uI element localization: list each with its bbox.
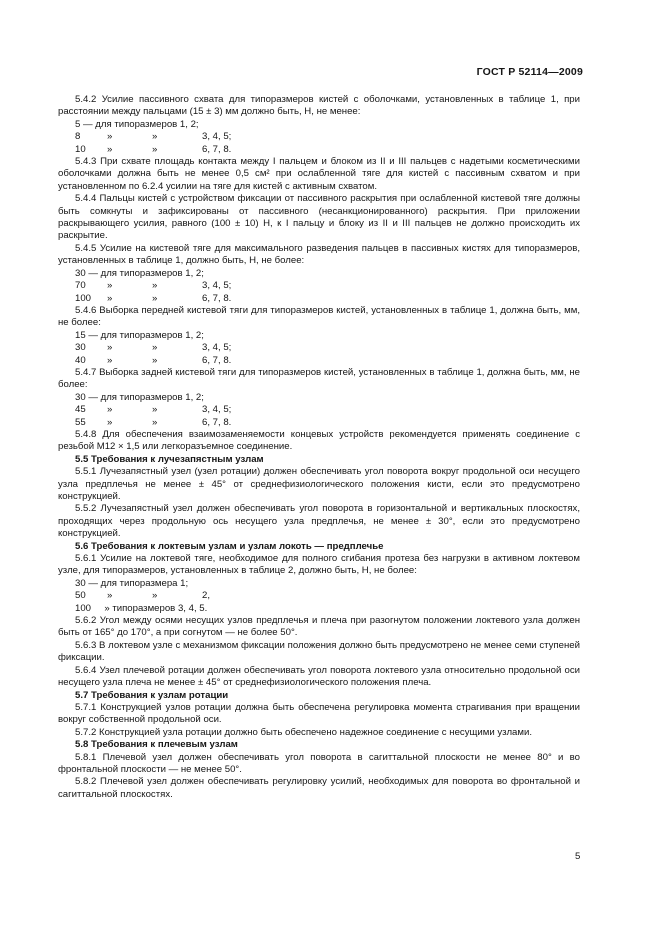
list-line [58, 293, 580, 305]
paragraph-5-5-1: 5.5.1 Лучезапястный узел (узел ротации) должен обеспечивать угол поворота вокруг продольной оси несущего узла предплечья не менее ± 45° от среднефизиологического положения кисти, если это предусмотрено конструкцией. [58, 466, 580, 502]
list-cell: 8 [75, 131, 81, 143]
list-cell: 6, 7, 8. [202, 416, 232, 428]
document-header: ГОСТ Р 52114—2009 [476, 66, 583, 78]
list-cell: » [107, 404, 113, 416]
section-heading-5-6: 5.6 Требования к локтевым узлам и узлам локоть — предплечье [75, 540, 384, 552]
list-5-4-2 [58, 119, 580, 156]
list-cell: » [107, 143, 113, 155]
list-5-6-1 [58, 578, 580, 615]
list-cell: » [152, 131, 158, 143]
list-cell: » [152, 143, 158, 155]
list-cell: 3, 4, 5; [202, 131, 232, 143]
list-cell: » [152, 280, 158, 292]
list-cell: » [152, 292, 158, 304]
list-cell: » [107, 131, 113, 143]
paragraph-5-7-1: 5.7.1 Конструкцией узлов ротации должна быть обеспечена регулировка момента страгивания при вращении вокруг собственной продольной оси. [58, 701, 580, 726]
list-cell: 100 [75, 292, 92, 304]
list-line [58, 280, 580, 292]
list-cell: 40 [75, 354, 86, 366]
list-cell: 3, 4, 5; [202, 404, 232, 416]
page-number: 5 [575, 851, 581, 862]
list-line: 15 — для типоразмеров 1, 2; [75, 329, 204, 341]
list-cell: » [107, 590, 113, 602]
list-cell: » [152, 416, 158, 428]
list-5-4-5 [58, 268, 580, 305]
paragraph-5-4-4: 5.4.4 Пальцы кистей с устройством фиксации от пассивного раскрытия при ослабленной кистевой тяге должны быть сомкнуты и зафиксированы от пассивного (несанкционированного) раскрытия. При приложении раскрывающего усилия, равного (100 ± 10) Н, к I пальцу и блоку из II и III пальцев не должно происходить их раскрытие. [58, 193, 580, 242]
list-cell: » [107, 292, 113, 304]
list-cell: 45 [75, 404, 86, 416]
paragraph-5-4-3: 5.4.3 При схвате площадь контакта между I пальцем и блоком из II и III пальцев с надетыми косметическими оболочками должна быть не менее 0,5 см² при ослабленной тяге для кистей с пассивным схватом и при установленном по 6.2.4 усилии на тяге для кистей с активным схватом. [58, 156, 580, 192]
paragraph-5-6-4: 5.6.4 Узел плечевой ротации должен обеспечивать угол поворота локтевого узла относительно продольной оси несущего узла плеча не менее ± 45° от среднефизиологического положения плеча. [58, 664, 580, 689]
list-cell: 10 [75, 143, 86, 155]
list-line: 30 — для типоразмеров 1, 2; [75, 391, 204, 403]
list-cell: » [107, 280, 113, 292]
paragraph-5-4-8: 5.4.8 Для обеспечения взаимозаменяемости концевых устройств рекомендуется применять соединение с резьбой М12 × 1,5 или легкоразъемное соединение. [58, 428, 580, 453]
section-heading-5-8: 5.8 Требования к плечевым узлам [75, 739, 238, 751]
list-cell: 3, 4, 5; [202, 280, 232, 292]
list-cell: 30 [75, 342, 86, 354]
section-heading-5-5: 5.5 Требования к лучезапястным узлам [75, 453, 264, 465]
list-cell: » [107, 342, 113, 354]
list-line [58, 144, 580, 156]
list-cell: » [152, 404, 158, 416]
list-line [58, 342, 580, 354]
list-line [58, 131, 580, 143]
paragraph-5-7-2: 5.7.2 Конструкцией узла ротации должно быть обеспечено надежное соединение с несущими узлами. [75, 726, 533, 738]
list-cell: » [107, 416, 113, 428]
section-heading-5-7: 5.7 Требования к узлам ротации [75, 689, 229, 701]
paragraph-5-6-1: 5.6.1 Усилие на локтевой тяге, необходимое для полного сгибания протеза без нагрузки в активном локтевом узле, для типоразмеров, установленных в таблице 2, должно быть, Н, не более: [58, 553, 580, 577]
list-line [58, 355, 580, 367]
paragraph-5-8-1: 5.8.1 Плечевой узел должен обеспечивать угол поворота в сагиттальной плоскости не менее 80° и во фронтальной плоскости — не менее 50°. [58, 751, 580, 775]
list-cell: » [152, 354, 158, 366]
list-cell: » [107, 354, 113, 366]
list-cell: 6, 7, 8. [202, 143, 232, 155]
paragraph-5-4-2: 5.4.2 Усилие пассивного схвата для типоразмеров кистей с оболочками, установленных в таблице 1, при расстоянии между пальцами (15 ± 3) мм должно быть, Н, не менее: [58, 94, 580, 118]
list-cell: 55 [75, 416, 86, 428]
list-line: 100 » типоразмеров 3, 4, 5. [75, 602, 208, 614]
paragraph-5-6-3: 5.6.3 В локтевом узле с механизмом фиксации положения должно быть предусмотрено не менее семи ступеней фиксации. [58, 639, 580, 664]
list-cell: 6, 7, 8. [202, 354, 232, 366]
list-line: 5 — для типоразмеров 1, 2; [75, 118, 199, 130]
list-line [58, 590, 580, 602]
paragraph-5-4-6: 5.4.6 Выборка передней кистевой тяги для типоразмеров кистей, установленных в таблице 1, должна быть, мм, не более: [58, 304, 580, 329]
list-line [58, 417, 580, 429]
paragraph-5-4-7: 5.4.7 Выборка задней кистевой тяги для типоразмеров кистей, установленных в таблице 1, должна быть, мм, не более: [58, 366, 580, 391]
paragraph-5-8-2: 5.8.2 Плечевой узел должен обеспечивать регулировку усилий, необходимых для поворота во фронтальной и сагиттальной плоскостях. [58, 776, 580, 800]
list-cell: » [152, 342, 158, 354]
list-line [58, 404, 580, 416]
list-5-4-7 [58, 392, 580, 429]
list-line: 30 — для типоразмера 1; [75, 577, 189, 589]
list-5-4-6 [58, 330, 580, 367]
list-cell: 3, 4, 5; [202, 342, 232, 354]
list-line: 30 — для типоразмеров 1, 2; [75, 267, 204, 279]
list-cell: » [152, 590, 158, 602]
list-cell: 2, [202, 590, 211, 602]
paragraph-5-4-5: 5.4.5 Усилие на кистевой тяге для максимального разведения пальцев в пассивных кистях для типоразмеров, установленных в таблице 1, должно быть, Н, не более: [58, 242, 580, 267]
list-cell: 70 [75, 280, 86, 292]
list-cell: 50 [75, 590, 86, 602]
paragraph-5-6-2: 5.6.2 Угол между осями несущих узлов предплечья и плеча при разогнутом положении локтевого узла должен быть от 165° до 170°, а при согнутом — не более 50°. [58, 615, 580, 639]
paragraph-5-5-2: 5.5.2 Лучезапястный узел должен обеспечивать угол поворота в горизонтальной и вертикальных плоскостях, проходящих через продольную ось несущего узла предплечья, не менее ± 30°, если это предусмотрено конструкцией. [58, 503, 580, 540]
list-cell: 6, 7, 8. [202, 292, 232, 304]
document-body [58, 94, 580, 801]
